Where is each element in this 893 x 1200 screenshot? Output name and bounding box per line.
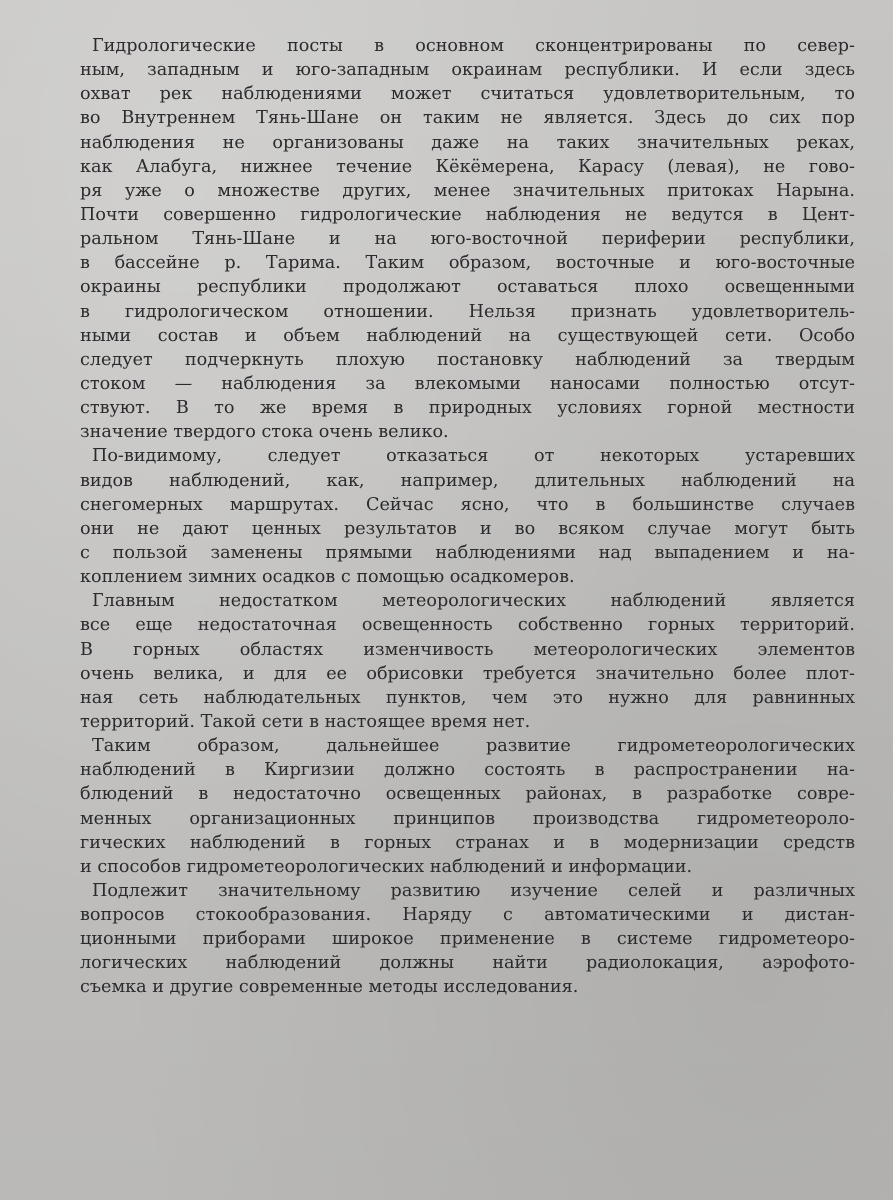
text-line: ря уже о множестве других, менее значительных притоках Нарына. xyxy=(80,180,855,201)
text-line: ционными приборами широкое применение в системе гидрометеоро- xyxy=(80,929,855,950)
text-line: как Алабуга, нижнее течение Кёкёмерена, Карасу (левая), не гово- xyxy=(80,156,855,177)
text-line: территорий. Такой сети в настоящее время нет. xyxy=(80,711,531,732)
paragraph-further-development xyxy=(80,734,855,879)
text-line: ствуют. В то же время в природных условиях горной местности xyxy=(80,398,855,419)
text-line: наблюдений в Киргизии должно состоять в распространении на- xyxy=(80,760,855,781)
text-line: блюдений в недостаточно освещенных районах, в разработке совре- xyxy=(80,784,855,805)
text-line: видов наблюдений, как, например, длительных наблюдений на xyxy=(80,470,855,491)
text-line: значение твердого стока очень велико. xyxy=(80,422,449,443)
text-line: в бассейне р. Тарима. Таким образом, восточные и юго-восточные xyxy=(80,253,855,274)
text-line: ная сеть наблюдательных пунктов, чем это нужно для равнинных xyxy=(80,687,855,708)
text-line: вопросов стокообразования. Наряду с автоматическими и дистан- xyxy=(80,905,855,926)
text-line: коплением зимних осадков с помощью осадкомеров. xyxy=(80,567,575,588)
text-line: Таким образом, дальнейшее развитие гидрометеорологических xyxy=(92,736,855,757)
text-line: во Внутреннем Тянь-Шане он таким не является. Здесь до сих пор xyxy=(80,108,855,129)
text-line: наблюдения не организованы даже на таких значительных реках, xyxy=(80,132,855,153)
text-line: ным, западным и юго-западным окраинам республики. И если здесь xyxy=(80,60,855,81)
text-line: охват рек наблюдениями может считаться удовлетворительным, то xyxy=(80,84,855,105)
text-line: менных организационных принципов производства гидрометеороло- xyxy=(80,808,855,829)
text-line: съемка и другие современные методы исследования. xyxy=(80,977,579,998)
text-line: ными состав и объем наблюдений на существующей сети. Особо xyxy=(80,325,855,346)
text-line: окраины республики продолжают оставаться плохо освещенными xyxy=(80,277,855,298)
text-line: гических наблюдений в горных странах и в модернизации средств xyxy=(80,832,855,853)
text-line: они не дают ценных результатов и во всяком случае могут быть xyxy=(80,518,855,539)
text-line: снегомерных маршрутах. Сейчас ясно, что в большинстве случаев xyxy=(80,494,855,515)
text-line: ральном Тянь-Шане и на юго-восточной периферии республики, xyxy=(80,229,855,250)
page-text xyxy=(80,34,855,1000)
paragraph-hydrological-posts xyxy=(80,34,855,444)
text-line: в гидрологическом отношении. Нельзя признать удовлетворитель- xyxy=(80,301,855,322)
paragraph-obsolete-observations xyxy=(80,444,855,589)
text-line: очень велика, и для ее обрисовки требуется значительно более плот- xyxy=(80,663,855,684)
text-line: Гидрологические посты в основном сконцентрированы по север- xyxy=(92,36,855,56)
text-line: Почти совершенно гидрологические наблюдения не ведутся в Цент- xyxy=(80,204,855,225)
text-line: Подлежит значительному развитию изучение селей и различных xyxy=(92,880,855,901)
text-line: логических наблюдений должны найти радиолокация, аэрофото- xyxy=(80,953,855,974)
text-line: По-видимому, следует отказаться от некоторых устаревших xyxy=(92,446,855,467)
text-line: Главным недостатком метеорологических наблюдений является xyxy=(92,591,855,612)
paragraph-meteorological-shortcomings xyxy=(80,589,855,734)
paragraph-mudflow-study xyxy=(80,879,855,1000)
text-line: с пользой заменены прямыми наблюдениями над выпадением и на- xyxy=(80,542,855,563)
text-line: стоком — наблюдения за влекомыми наносами полностью отсут- xyxy=(80,373,855,394)
text-line: следует подчеркнуть плохую постановку наблюдений за твердым xyxy=(80,349,855,370)
text-line: все еще недостаточная освещенность собственно горных территорий. xyxy=(80,615,855,636)
text-line: и способов гидрометеорологических наблюдений и информации. xyxy=(80,856,693,877)
text-line: В горных областях изменчивость метеорологических элементов xyxy=(80,639,855,660)
